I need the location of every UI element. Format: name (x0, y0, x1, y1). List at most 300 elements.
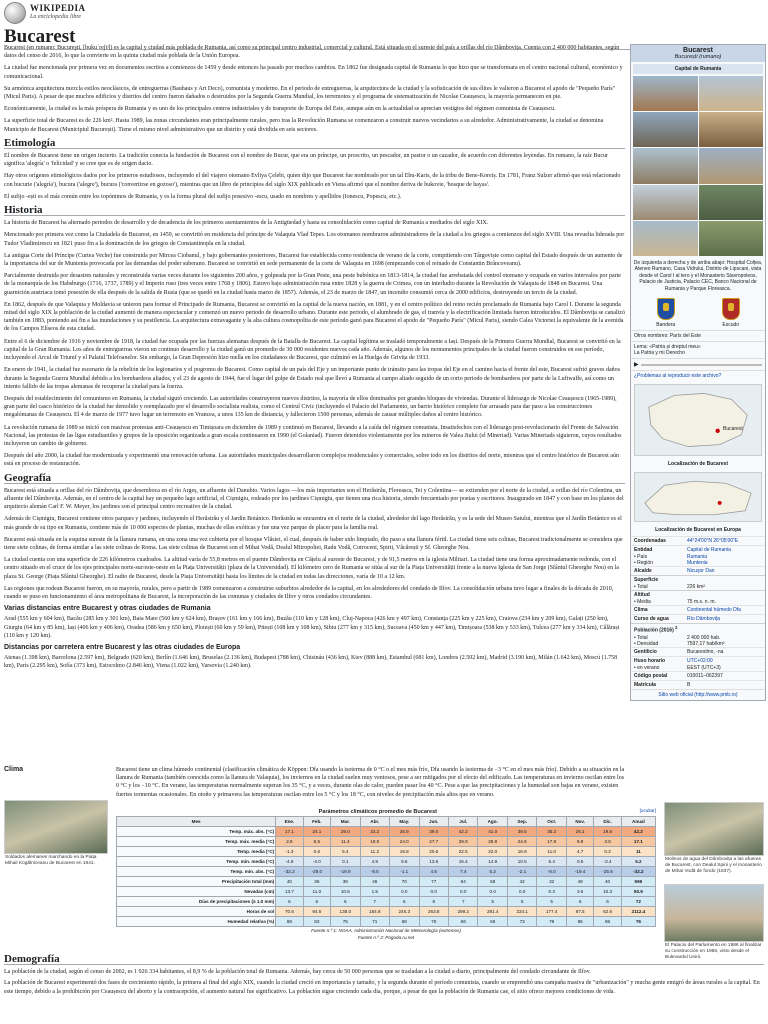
table-cell: 62.6 (594, 907, 621, 917)
table-cell: 5 (478, 897, 507, 907)
table-cell: -25.6 (594, 867, 621, 877)
table-cell: 5.4 (331, 847, 360, 857)
infobox-key: • Región (634, 559, 653, 566)
photo-parliament-caption: El Palacio del Parlamento en 1986 al finalizar su construcción en 1986, visto desde el Bulevardul Unirii. (665, 943, 762, 960)
table-cell: 20.6 (419, 847, 448, 857)
infobox-row (631, 584, 765, 590)
table-cell: -1.1 (390, 867, 419, 877)
table-cell: 10.3 (594, 887, 621, 897)
table-cell: 36 (303, 877, 330, 887)
table-cell: 6 (276, 897, 303, 907)
table-cell: 0.0 (448, 887, 477, 897)
column-header: Oct. (537, 817, 566, 827)
paragraph: Económicamente, la ciudad es la más próspera de Rumania y es uno de los principales centros industriales y de transporte de Europa del Este, aunque aún en la actualidad se aprecian vestigios del régimen comunista de Ceaușescu. (4, 106, 556, 113)
column-header: Jun. (419, 817, 448, 827)
table-cell: 85 (566, 917, 593, 927)
paragraph: La ciudad fue mencionada por primera vez en documentos escritos a comienzos de 1459 y desde entonces ha pasado por muchos cambios. En 1862 fue designada capital de Rumania lo que hizo que se transformara en el centro nacional cultural, económico y comunicacional. (4, 65, 623, 80)
table-cell: 177.4 (537, 907, 566, 917)
table-cell: 0.0 (390, 887, 419, 897)
table-cell: 88 (276, 917, 303, 927)
climate-table-body (117, 827, 656, 927)
table-cell: 6 (566, 897, 593, 907)
infobox-value[interactable]: 44°24′00″N 26°05′00″E (687, 537, 739, 544)
paragraph: En enero de 1941, la ciudad fue escenario de la rebelión de los legionarios y el pogromo de Bucarest. Como capital de un país del Eje y un importante punto de tránsito para las tropas del Eje en el camino hacia el frente del este, Bucarest sufrió graves daños durante la Segunda Guerra Mundial debido a los bombardeos aliados, y el 23 de agosto de 1944, fue el lugar del golpe de Estado real que llevó a Rumania al campo aliado seguido de un corto periodo de bombardeos por parte de la Luftwaffe, así como un intento fallido de las tropas alemanas de recuperar la ciudad para la fuerza. (4, 367, 620, 390)
table-cell: 24.0 (390, 837, 419, 847)
table-cell: 11.0 (303, 887, 330, 897)
table-row (117, 847, 656, 857)
paragraph: Bucarest (en rumano: Bucureşti, [bukuˈreʃtʲ]) es la capital y ciudad más poblada de Rumania, así como su principal centro industrial, comercial y cultural. Está situada en el sureste del país a orillas del río Dâmbovița. Cuenta con 2 400 000 habitantes, según datos del censo de 2016, lo que la convierte en la quinta ciudad más poblada de la Unión Europea. (4, 45, 620, 60)
infobox-row (631, 545, 765, 554)
table-cell: 595 (621, 877, 655, 887)
table-cell: 19.6 (594, 827, 621, 837)
distancias-rumania-text: Arad (555 km y 604 km), Bacău (285 km y 301 km), Baia Mare (560 km y 624 km), Brașov (161 km y 166 km), Buzău (110 km y 128 km), Cluj-Napoca (426 km y 497 km), Constanța (225 km y 225 km), Craiova (234 km y 209 km), Galați (250 km), Giurgiu (64 km y 85 km), Iași (406 km y 406 km), Oradea (586 km y 650 km), Ploiești (60 km y 59 km), Pitești (108 km y 108 km), Sibiu (277 km y 315 km), Suceava (450 km y 447 km), Timișoara (538 km y 533 km), Tulcea (277 km y 334 km), Călărași (110 km y 120 km). (4, 616, 620, 639)
table-cell: 5 (507, 897, 536, 907)
photo-collage[interactable] (633, 76, 763, 256)
motto-translation: La Patria y mi Derecho (634, 350, 685, 357)
infobox-key: Alcalde (634, 567, 652, 574)
table-cell: -32.2 (276, 867, 303, 877)
climate-table-notes (116, 927, 656, 941)
table-cell: 1.5 (360, 887, 389, 897)
paragraph: Su armónica arquitectura mezcla estilos neoclásicos, de entreguerras (Bauhaus y Art Deco), comunista y moderno. En el periodo de entreguerras, la arquitectura de la ciudad y la sofisticación de sus élites le valieron a Bucarest el apodo de "Pequeño París" (Micul Paris). A pesar de que muchos edificios y distritos del centro fueron dañados o destruidos por la Segunda Guerra Mundial, los terremotos y el programa de sistematización de Nicolae Ceaușescu, la mayoría permanecen en pie. (4, 85, 616, 101)
table-cell: 75 (331, 917, 360, 927)
column-header: Abr. (360, 817, 389, 827)
table-cell: 3.8 (594, 837, 621, 847)
table-cell: 0.6 (303, 847, 330, 857)
paragraph: La superficie total de Bucarest es de 226 km². Hasta 1989, las zonas circundantes eran principalmente rurales, pero tras la Revolución Rumana se comenzaron a construir nuevos vecindarios a su alrededor. Administrativamente, la ciudad se denomina Municipio de Bucarest (Municipiul București). Tiene el mismo nivel administrativo que un distrito y está dividida en seis sectores. (4, 118, 604, 133)
table-cell: 6 (331, 897, 360, 907)
table-cell: 0.0 (419, 887, 448, 897)
paragraph: En 1862, después de que Valaquia y Moldavia se unieron para formar el Principado de Rumania, Bucarest se convirtió en la capital de la nueva nación, en 1881, y en el centro político del reino recién proclamado de Rumania bajo Carol I. Durante la segunda mitad del siglo XIX la población de la ciudad aumentó de manera espectacular y comenzó un nuevo periodo de desarrollo urbano. Durante este periodo, el alumbrado de gas, el tranvía y la electrificación limitada fueron introducidos. El Dâmbovița se canalizó también en 1883, poniendo así fin a las inundaciones y su pestilencia. La arquitectura extravagante y la alta cultura cosmopolita de este período ganó para Bucarest el apodo de "Pequeño París" (Micul Paris), siendo Calea Victoriei la equivalente de la avenida de los Campos Elíseos de esta ciudad. (4, 301, 625, 333)
altitud-fields (631, 599, 765, 605)
row-label: Nevadas (cm) (117, 887, 276, 897)
climate-table-toggle[interactable]: [ocultar] (639, 808, 656, 813)
table-cell: 0.1 (331, 857, 360, 867)
table-cell: 22.0 (478, 847, 507, 857)
table-cell: 13.6 (419, 857, 448, 867)
table-cell: 0.0 (507, 887, 536, 897)
poblacion-label-text: Población (2016) (634, 627, 674, 634)
table-cell: 8 (419, 897, 448, 907)
column-header: Dic. (594, 817, 621, 827)
table-cell: 6 (390, 897, 419, 907)
table-cell: 5 (537, 897, 566, 907)
infobox-fields (631, 536, 765, 575)
table-cell: 0.0 (478, 887, 507, 897)
demografia-paragraphs (4, 968, 764, 996)
paragraph: Hay otros orígenes etimológicos dados por los primeros estudiosos, incluyendo el del viajero otomano Evliya Çelebi, quien dijo que Bucarest fue nombrado por un tal Ebu-Karis, de la tribu de Bene-Koreiș. En 1781, Franz Sulzer afirmó que está relacionado con bucurie ('alegría'), bucura ('alegre'), bucura ('convertirse en gozoso'), mientras que un libro de principios del siglo XIX publicado en Viena afirmó que el nombre deriva de bukovie, 'bosque de hayas'. (4, 173, 621, 188)
table-cell: 22.5 (448, 847, 477, 857)
photo-soldiers[interactable] (4, 800, 108, 868)
infobox-row (631, 671, 765, 680)
gentilicio-key: Gentilicio (634, 648, 657, 655)
table-cell: 2.8 (276, 837, 303, 847)
table-cell: 32.2 (360, 827, 389, 837)
paragraph: Bucarest está situada en la esquina sureste de la llanura rumana, en una zona una vez cubierta por el bosque Vlăsiei, el cual, después de haber sido limpiado, dio paso a una llanura fértil. La ciudad tiene seis colinas, Bucarest tradicionalmente se considera que tiene siete colinas, de forma similar a las siete colinas de Roma. Las siete colinas de Bucarest son el Mihai Vodă, Dealul Mitropoliei, Radu Vodă, Cotroceni, Spirii, Văcărești y Sf. Gheorghe Nou. (4, 536, 623, 551)
city-marker-icon (718, 501, 722, 505)
nicknames: Otros nombres: París del Este (631, 330, 765, 341)
map1-caption: Localización de Bucarest (667, 461, 729, 468)
table-cell: 11.2 (360, 847, 389, 857)
heading-geografia: Geografía (4, 474, 625, 484)
poblacion-label (631, 623, 765, 635)
shield-label: Escudo (722, 322, 740, 329)
infobox-key: • Total (634, 583, 648, 590)
table-cell: 9.6 (390, 857, 419, 867)
table-cell: -4.0 (303, 857, 330, 867)
table-cell: 71 (360, 917, 389, 927)
city-marker-icon (716, 429, 720, 433)
infobox-value: 010011–062397 (687, 672, 723, 679)
table-row (117, 917, 656, 927)
infobox-value: 2 400 000 hab. (687, 634, 721, 641)
table-cell: 0.6 (566, 857, 593, 867)
table-cell: 224.1 (507, 907, 536, 917)
table-cell: 29.9 (448, 837, 477, 847)
table-cell: 66 (448, 917, 477, 927)
poblacion-rank: 2 (675, 624, 678, 630)
table-cell: 5.4 (537, 857, 566, 867)
table-cell: 0.3 (537, 887, 566, 897)
infobox-key: Entidad (634, 546, 653, 553)
infobox-key: Curso de agua (634, 615, 669, 622)
play-icon[interactable]: ▶ (634, 362, 639, 369)
infobox-key: Matrícula (634, 681, 656, 688)
table-cell: 246.3 (390, 907, 419, 917)
table-cell: 87.5 (566, 907, 593, 917)
official-website-link[interactable]: Sitio web oficial (http://www.pmb.ro) (631, 689, 765, 700)
table-cell: 299.2 (448, 907, 477, 917)
infobox-key: • Media (634, 598, 651, 605)
table-cell: 50.9 (621, 887, 655, 897)
table-cell: 29.0 (331, 827, 360, 837)
table-cell: 27.7 (419, 837, 448, 847)
column-header: Sep. (507, 817, 536, 827)
table-cell: 10.5 (507, 857, 536, 867)
collage-caption: De izquierda a derecha y de arriba abajo: Hospital Colțea, Ateneo Rumano, Casa Vidrului, Distrito de Lipscani, vista desde el Carol I al tero y el Monasterio Stavropoleos, Palacio de Justicia, Palacio CEC, Banco Nacional de Rumania y Parque Floreasca. (633, 260, 763, 292)
infobox-row (631, 614, 765, 623)
infobox-value[interactable]: Nicușor Dan (687, 567, 715, 574)
wikipedia-globe-icon[interactable] (4, 2, 26, 24)
paragraph: Parcialmente destruida por desastres naturales y reconstruida varias veces durante los siguientes 200 años, y golpeada por la Gran Peste, una peste bubónica en 1813-1814, la ciudad fue arrebatada del control otomano y ocupada en varios intervalos por parte de la monarquía de los Habsburgo (1716, 1737, 1789) y el Imperio ruso (tres veces entre 1768 y 1806). Estuvo bajo administración rusa entre 1828 y la guerra de Crimea, con un interludio durante la Revolución de Valaquia de 1848 en Bucarest. Una guarnición austriaca tomó posesión de ella después de la salida de Rusia (que se quedó en la ciudad hasta marzo de 1857). Además, el 23 de marzo de 1847, un incendio consumió cerca de 2000 edificios, destruyendo un tercio de la ciudad. (4, 273, 621, 296)
table-cell: -8.0 (537, 867, 566, 877)
climate-table-header (116, 808, 656, 816)
romania-map[interactable] (634, 384, 762, 456)
heading-distancias-europa: Distancias por carretera entre Bucarest y las otras ciudades de Europa (4, 643, 241, 651)
huso-key: Huso horario (634, 657, 666, 664)
table-cell: 3.6 (566, 887, 593, 897)
photo-parliament[interactable] (664, 884, 764, 962)
table-cell: 46 (360, 877, 389, 887)
paragraph: La ciudad cuenta con una superficie de 226 kilómetros cuadrados. La altitud varía de 55,8 metros en el puente Dâmbovița en Cățelu al sureste de Bucarest, y de 91,5 metros en la iglesia Militari. La ciudad tiene una forma aproximadamente redonda, con el centro situado en el cruce de los ejes principales norte-sur/este-oeste en la Piața Universității (plaza de la Universidad). El kilómetro cero de Rumania se sitúa al sur de la Piața Universității frente a la nueva Iglesia de San Jorge (Sfântul Gheorghe Nou) en la plaza St. George (Piața Sfântul Gheorghe). El radio de Bucarest, desde la Piața Universității hasta los límites de la ciudad en todas las direcciones, varía de 10 a 12 km. (4, 557, 619, 580)
anthem-help-link[interactable]: ¿Problemas al reproducir este archivo? (631, 370, 765, 381)
romania-map-svg (635, 385, 761, 455)
infobox-row (631, 536, 765, 545)
heading-historia: Historia (4, 206, 625, 216)
paragraph: La antigua Corte del Príncipe (Curtea Veche) fue construida por Mircea Ciobanul, y bajo gobernantes posteriores, Bucarest fue establecida como residencia de verano de la corte, compitiendo con Târgoviște como capital del Estado después de un aumento de la importancia del sur de Muntenia provocada por las demandas del poder suberano. Bucarest se convirtió en sede permanente de la corte de Valaquia en 1698 (empezando con el reinado de Constantin Brâncoveanu). (4, 252, 623, 268)
flag-symbol[interactable] (656, 298, 675, 328)
table-cell: 6 (303, 897, 330, 907)
table-cell: 17.1 (276, 827, 303, 837)
gentilicio-row (631, 647, 765, 656)
infobox-row (631, 566, 765, 575)
wikipedia-logo[interactable] (30, 4, 86, 22)
column-header: May. (390, 817, 419, 827)
table-cell: 263.8 (419, 907, 448, 917)
table-cell: 64 (448, 877, 477, 887)
infobox-row (631, 641, 765, 647)
column-header: Nov. (566, 817, 593, 827)
infobox-title: Bucarest (631, 45, 765, 54)
table-cell: 4.9 (360, 857, 389, 867)
photo-soldiers-image[interactable] (4, 800, 108, 854)
row-label: Temp. máx. media (°C) (117, 837, 276, 847)
table-cell: -3.4 (594, 857, 621, 867)
table-cell: 2112.4 (621, 907, 655, 917)
infobox-value: B (687, 681, 691, 688)
table-row (117, 837, 656, 847)
anthem-player[interactable] (631, 358, 765, 370)
table-row (117, 887, 656, 897)
table-cell: -29.0 (303, 867, 330, 877)
table-cell: 70 (390, 877, 419, 887)
paragraph: El sufijo -ești es el más común entre los topónimos de Rumania, y es la forma plural del sufijo posesivo -escu, usado en nombres y apellidos (Ionescu, Popescu, etc.). (4, 193, 402, 200)
column-header: Mes (117, 817, 276, 827)
table-cell: 49 (566, 877, 593, 887)
table-cell: 68 (390, 917, 419, 927)
infobox-value[interactable]: Muntenia (687, 559, 708, 566)
table-cell: 39.5 (507, 827, 536, 837)
infobox-key: • Total (634, 634, 648, 641)
logo-subtitle: La enciclopedia libre (30, 14, 82, 20)
column-header: Mar. (331, 817, 360, 827)
infobox-key: • País (634, 553, 648, 560)
table-cell: 281.4 (478, 907, 507, 917)
shield-symbol[interactable] (722, 298, 740, 328)
table-cell: 9.8 (566, 837, 593, 847)
table-cell: 94.5 (303, 907, 330, 917)
table-cell: 77 (419, 877, 448, 887)
table-cell: 7.4 (448, 867, 477, 877)
table-row (117, 857, 656, 867)
infobox-key: Clima (634, 606, 648, 613)
paragraph: La población de la ciudad, según el censo de 2002, es 1 926 334 habitantes, el 8,9 % de la población total de Rumania. Además, hay cerca de 50 000 personas que se trasladan a la ciudad a diario, principalmente del condado circundante de Ilfov. (4, 969, 591, 976)
huso-value[interactable]: UTC+02:00 (687, 657, 713, 664)
climate-table-grid (116, 816, 656, 927)
row-label: Precipitación total (mm) (117, 877, 276, 887)
table-row (117, 877, 656, 887)
table-cell: -32.2 (621, 867, 655, 877)
infobox-key: Código postal (634, 672, 668, 679)
table-cell: 39.0 (419, 827, 448, 837)
superficie-fields (631, 584, 765, 590)
geografia-section (4, 487, 625, 601)
paragraph: Además de Cișmigiu, Bucarest contiene otros parques y jardines, incluyendo el Herăstrău y el Jardín Botánico. Herăstrău se encuentra en el norte de la ciudad, alrededor del lago Herăstrău, y es la sede del Museo Satului, mientras que el Jardín Botánico es el más grande de su tipo en Rumania, contiene más de 10 000 especies de plantas, muchas de ellas exóticas y fue una vez parque de placer para la familia real. (4, 516, 622, 531)
historia-section (4, 219, 625, 468)
article-body (4, 44, 625, 675)
etimologia-section (4, 152, 625, 201)
table-cell: -19.4 (566, 867, 593, 877)
paragraph: La historia de Bucarest ha alternado periodos de desarrollo y de decadencia de los primeros asentamientos de la Antigüedad y hasta su consolidación como capital de Rumania a mediados del siglo XIX. (4, 220, 489, 227)
symbols-row (633, 298, 763, 328)
infobox-value[interactable]: Capital de Rumania (687, 546, 731, 553)
climate-table-head-row (117, 817, 656, 827)
table-cell: 4.7 (566, 847, 593, 857)
climate-table-title: Parámetros climáticos promedio de Bucarest (318, 809, 437, 815)
table-cell: 7 (448, 897, 477, 907)
table-cell: 24.1 (303, 827, 330, 837)
infobox-status: Capital de Rumania (633, 64, 763, 74)
table-cell: 42.2 (621, 827, 655, 837)
table-cell: 24.6 (507, 837, 536, 847)
table-cell: 70.6 (276, 907, 303, 917)
paragraph: Entre el 6 de diciembre de 1916 y noviembre de 1918, la ciudad fue ocupada por las fuerzas alemanas después de la Batalla de Bucarest. La capital legítima se trasladó temporalmente a Iași. Después de la Primera Guerra Mundial, Bucarest se convirtió en la capital de la Gran Rumania. Los años de entreguerras vieron un continuo desarrollo y la ciudad ganó un promedio de 30 000 residentes nuevos cada año. Además, algunos de los monumentos principales de la ciudad fueron construidos en ese período, incluyendo el Arcul de Triumf y el Palatul Telefoanelor. Sin embargo, la Gran Depresión hizo mella en los ciudadanos de Bucarest, que culminó en la Huelga de Grivița de 1933. (4, 338, 621, 362)
photo-soldiers-caption: Soldados alemanes marchando en la Piața Mihail Kogălniceanu de Bucarest en 1941. (5, 855, 97, 866)
row-label: Temp. media (°C) (117, 847, 276, 857)
verano-fields (631, 665, 765, 671)
table-cell: -2.1 (507, 867, 536, 877)
table-row (117, 827, 656, 837)
paragraph: Mencionado por primera vez como la Ciudadela de Bucarest, en 1459, se convirtió en residencia del príncipe de Valaquia Vlad Tepes. Los otomanos nombraron administradores de la ciudad a los griegos a comienzos del siglo XVIII. Una revuelta liderada por Tudor Vladimirescu en 1821 puso fin a la dominación de los griegos de Constantinopla en la ciudad. (4, 232, 625, 247)
infobox-value: 7597,17 hab/km² (687, 640, 725, 647)
infobox-row (631, 599, 765, 605)
infobox-value: 226 km² (687, 583, 706, 590)
paragraph: La población de Bucarest experimentó dos fases de crecimiento rápido, la primera al final del siglo XIX, cuando la ciudad creció en importancia y tamaño, y la segunda durante el período comunista, cuando se emprendió una campaña masiva de "urbanización" y mucha gente emigró de áreas rurales a la capital. En este tiempo, debido a la prohibición por Ceaușescu del aborto y la contracepción, el aumento natural fue significativo. La población sigue creciendo cada día, porque, a pesar de que la población de Rumania cae, el sitio ofrece mejores condiciones de vida. (4, 980, 760, 995)
table-cell: 72 (621, 897, 655, 907)
table-cell: 79 (537, 917, 566, 927)
table-cell: 42 (507, 877, 536, 887)
column-header: Anual (621, 817, 655, 827)
table-cell: 11 (621, 847, 655, 857)
table-cell: 6 (594, 897, 621, 907)
audio-progress[interactable] (641, 364, 762, 366)
clima-text: Bucarest tiene un clima húmedo continental (clasificación climática de Köppen: Dfa usando la isoterma de 0 °C o el mes más frío, Dfa usando la isoterma de −3 °C en el mes más frío). Debido a su situación en la llanura de Rumania (también conocida como la llanura de Valaquia), los inviernos en la ciudad suelen muy ventosos, pese a ser mitigados por el efecto del edificado. Las temperaturas en invierno oscilan entre los 0 °C y los −10 °C. En verano, las temperaturas normalmente superan los 35 °C, y a veces, durante olas de calor, pueden pasar los 40 °C. Pese a que las precipitaciones y la humedad son bajas en verano, existen fuertes tormentas ocasionales. En otoño y primavera las temperaturas oscilan entre los 5 °C y los 18 °C, con niveles de precipitación más altos que en verano. (116, 767, 625, 798)
table-cell: 13.7 (276, 887, 303, 897)
table-cell: 15.4 (448, 857, 477, 867)
table-cell: 83 (303, 917, 330, 927)
column-header: Ago. (478, 817, 507, 827)
table-cell: 7 (360, 897, 389, 907)
logo-title: WIKIPEDIA (30, 3, 86, 13)
infobox-value[interactable]: Rumania (687, 553, 708, 560)
row-label: Temp. mín. abs. (°C) (117, 867, 276, 877)
table-cell: 14.9 (478, 857, 507, 867)
infobox-value[interactable]: Río Dâmbovița (687, 615, 721, 622)
distancias-europa-text: Atenas (1.398 km), Barcelona (2.597 km), Belgrado (620 km), Berlín (1.646 km), Bruselas (2.136 km), Budapest (788 km), Chisináu (436 km), Kiev (888 km), Estambul (681 km), Londres (2.502 km), Madrid (3.190 km), Milán (1.642 km), Moscú (1.758 km), París (2.295 km), Sofía (373 km), Estocolmo (2.846 km), Viena (1.022 km), Varsovia (1.240 km). (4, 655, 618, 670)
infobox-fields-2 (631, 605, 765, 623)
infobox-row (631, 560, 765, 566)
paragraph: Bucarest está situada a orillas del río Dâmbovița, que desemboca en el río Argeș, un afluente del Danubio. Varios lagos —los más importantes son el Herăstrău, Floreasca, Tei y Colentina— se extienden por el norte de la ciudad, a orillas del río Colentina, un afluente del Dâmbovița. Además, en el centro de la capital hay un pequeño lago artificial, el Cișmigiu, rodeado por los jardines Cișmigiu, que tienen una rica historia, siendo frecuentado por poetas y escritores. Inaugurado en 1847 y con base en los planos del arquitecto alemán Carl F. W. Meyer, los jardines son el principal centro recreativo de la ciudad. (4, 487, 624, 511)
paragraph: Después del establecimiento del comunismo en Rumania, la ciudad siguió creciendo. Las autoridades construyeron nuevos distritos, la mayoría de ellos dominados por grandes bloques de viviendas. Durante el liderazgo de Nicolae Ceaușescu (1965-1989), gran parte del casco histórico de la ciudad fue demolido y reemplazado por el desarrollo socialista realista, como el Centrul Civic (incluyendo el Palacio del Parlamento, un barrio histórico completo fue arrasado para dar paso a las construcciones megalómanas de Ceaușescu. El 4 de marzo de 1977 tuvo lugar un terremoto en Vrancea, a unos 135 km de distancia, y fallecieron 1500 personas, además de causar múltiples daños al centro histórico. (4, 395, 617, 419)
photo-watermills-caption: Molinos de agua del Dâmbovița a las afueras de Bucarest, con Dealul Spirii y el monasterio de Mihai Vodă de fondo (1837). (665, 857, 762, 874)
infobox-row (631, 665, 765, 671)
infobox-row (631, 680, 765, 689)
table-cell: 5.5 (303, 837, 330, 847)
table-row (117, 897, 656, 907)
table-cell: 70 (419, 917, 448, 927)
table-cell: 17.9 (537, 837, 566, 847)
table-cell: 73 (507, 917, 536, 927)
paragraph: Las regiones que rodean Bucarest fueron, en su mayoría, rurales, pero a partir de 1989 comenzaron a construirse suburbios alrededor de la capital, en los alrededores del condado de Ilfov. La consolidación urbana tuvo lugar a finales de la década de 2010, cuando se puso en funcionamiento el área metropolitana de Bucarest, la incorporación de las comunas y ciudades de Ilfov y otros condados circundantes. (4, 585, 614, 600)
infobox-value[interactable]: Continental húmedo Dfa (687, 606, 741, 613)
paragraph: Después del año 2000, la ciudad fue modernizada y experimentó una renovación urbana. Las autoridades municipales desarrollaron complejos residenciales y comerciales, sobre todo en los distritos del norte, mientras que el centro histórico de Bucarest aún está en proceso de restauración. (4, 453, 619, 468)
table-cell: 40 (594, 877, 621, 887)
heading-etimologia: Etimología (4, 139, 625, 149)
infobox-row (631, 605, 765, 614)
flag-label: Bandera (656, 322, 676, 329)
table-cell: 5.2 (621, 857, 655, 867)
map-city-label: Bucarest (723, 426, 743, 433)
table-cell: 11.0 (537, 847, 566, 857)
heading-demografia: Demografía (4, 955, 764, 965)
table-cell: 10.5 (331, 887, 360, 897)
table-cell: 38 (331, 877, 360, 887)
table-cell: 42.2 (448, 827, 477, 837)
europe-map-svg (635, 473, 761, 521)
table-cell: -19.9 (331, 867, 360, 877)
table-cell: -9.5 (360, 867, 389, 877)
table-cell: 35.2 (537, 827, 566, 837)
table-cell: 138.0 (331, 907, 360, 917)
row-label: Horas de sol (117, 907, 276, 917)
table-cell: 32 (537, 877, 566, 887)
table-cell: 18.0 (360, 837, 389, 847)
table-cell: 16.9 (507, 847, 536, 857)
table-cell: 29.8 (478, 837, 507, 847)
huso-row (631, 656, 765, 665)
table-cell: 40 (276, 877, 303, 887)
poblacion-fields (631, 635, 765, 647)
column-header: Jul. (448, 817, 477, 827)
table-cell: 16.8 (390, 847, 419, 857)
coat-of-arms-icon (722, 298, 740, 320)
table-cell: 58 (478, 877, 507, 887)
photo-parliament-image[interactable] (664, 884, 764, 942)
map2-caption: Localización de Bucarest en Europa (655, 527, 741, 534)
demografia-section (4, 955, 764, 999)
column-header: Ene. (276, 817, 303, 827)
table-cell: 86 (594, 917, 621, 927)
table-cell: 11.4 (331, 837, 360, 847)
row-label: Temp. mín. media (°C) (117, 857, 276, 867)
table-cell: 41.0 (478, 827, 507, 837)
flag-icon (657, 298, 675, 320)
table-note: Fuente n.º 2: Pogoda.ru.net (357, 935, 415, 940)
photo-watermills[interactable] (664, 802, 764, 876)
infobox (630, 44, 766, 701)
infobox-fields-3 (631, 671, 765, 689)
table-cell: 36.9 (390, 827, 419, 837)
intro-section (4, 44, 625, 134)
row-label: Temp. máx. abs. (°C) (117, 827, 276, 837)
infobox-key: • Densidad (634, 640, 659, 647)
table-cell: 5.2 (478, 867, 507, 877)
table-cell: -4.8 (276, 857, 303, 867)
column-header: Feb. (303, 817, 330, 827)
photo-watermills-image[interactable] (664, 802, 764, 856)
gentilicio-value: Bucarestino, -na (687, 648, 724, 655)
table-cell: 17.1 (621, 837, 655, 847)
top-bar (0, 0, 768, 26)
infobox-value: 75 m.s. n. m. (687, 598, 716, 605)
table-cell: 76 (621, 917, 655, 927)
row-label: Días de precipitaciones (≥ 1.0 mm) (117, 897, 276, 907)
table-row (117, 907, 656, 917)
europe-map[interactable] (634, 472, 762, 522)
table-cell: 184.8 (360, 907, 389, 917)
heading-clima: Clima (4, 766, 24, 773)
table-note: Fuente n.º 1: NOAA, Administración Nacional de Meteorología (extremos) (311, 928, 461, 933)
